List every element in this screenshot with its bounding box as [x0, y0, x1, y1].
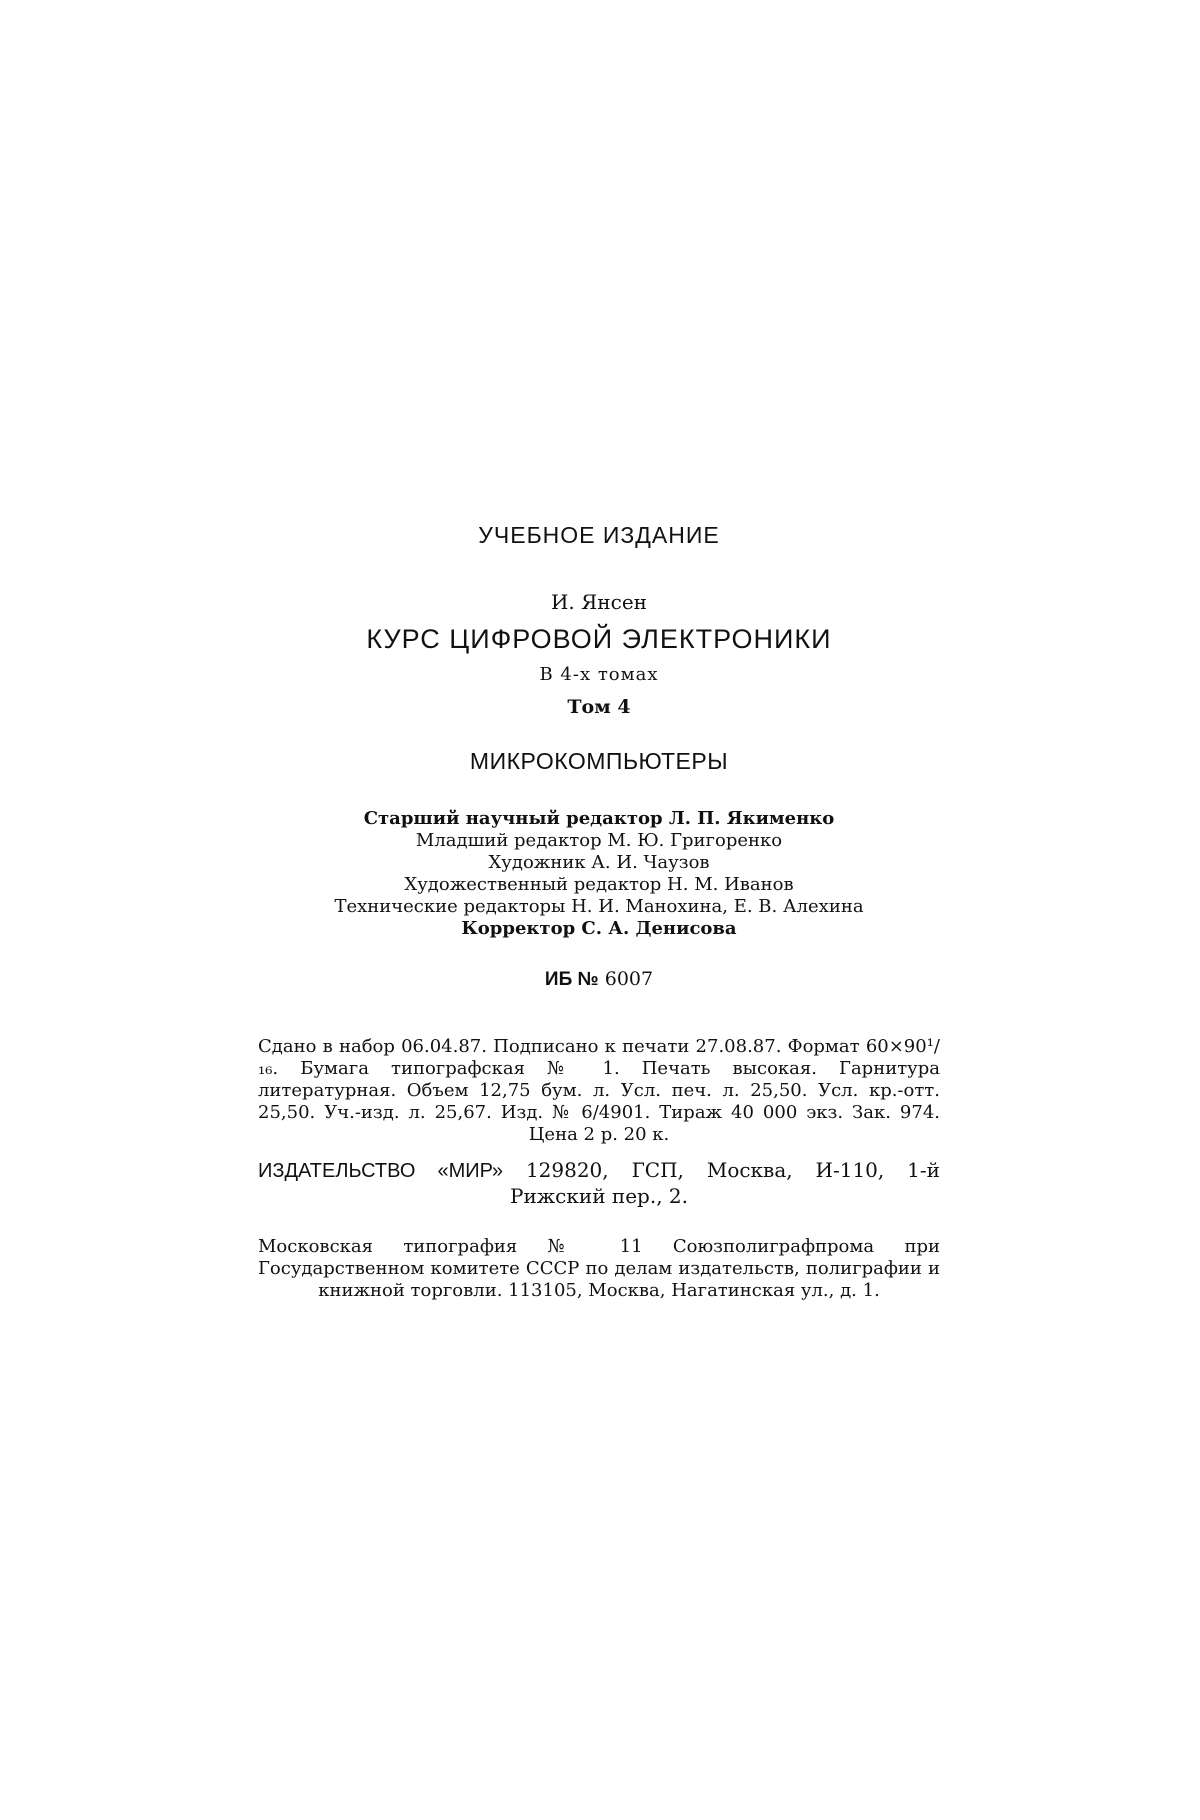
credit-technical-editors: Технические редакторы Н. И. Манохина, Е. В. Алехина — [334, 896, 864, 917]
credit-art-editor: Художественный редактор Н. М. Иванов — [404, 874, 794, 895]
publisher-info — [258, 1158, 940, 1209]
printing-details: Сдано в набор 06.04.87. Подписано к печати 27.08.87. Формат 60×90¹/₁₆. Бумага типографская № 1. Печать высокая. Гарнитура литературная. Объем 12,75 бум. л. Усл. печ. л. 25,50. Усл. кр.-отт. 25,50. Уч.-изд. л. 25,67. Изд. № 6/4901. Тираж 40 000 экз. Зак. 974. Цена 2 р. 20 к. — [258, 1036, 940, 1145]
volumes-note: В 4-х томах — [539, 664, 659, 685]
series-label: УЧЕБНОЕ ИЗДАНИЕ — [478, 522, 720, 548]
book-title: КУРС ЦИФРОВОЙ ЭЛЕКТРОНИКИ — [366, 624, 832, 654]
credits-list — [258, 808, 940, 940]
ib-value: 6007 — [604, 968, 654, 990]
publisher-address: 129820, ГСП, Москва, И-110, 1-й Рижский пер., 2. — [509, 1158, 940, 1208]
volume-title: МИКРОКОМПЬЮТЕРЫ — [469, 748, 729, 774]
volume-number: Том 4 — [567, 696, 631, 718]
credit-senior-editor: Старший научный редактор Л. П. Якименко — [363, 808, 835, 829]
author-name: И. Янсен — [550, 590, 647, 614]
credit-proofreader: Корректор С. А. Денисова — [461, 918, 737, 939]
credit-artist: Художник А. И. Чаузов — [488, 852, 710, 873]
ib-number — [258, 968, 940, 991]
ib-label: ИБ № — [544, 969, 599, 990]
credit-junior-editor: Младший редактор М. Ю. Григоренко — [415, 830, 783, 851]
printer-info: Московская типография № 11 Союзполиграфпрома при Государственном комитете СССР по делам издательств, полиграфии и книжной торговли. 113105, Москва, Нагатинская ул., д. 1. — [258, 1236, 940, 1301]
publisher-name: ИЗДАТЕЛЬСТВО «МИР» — [258, 1160, 503, 1182]
